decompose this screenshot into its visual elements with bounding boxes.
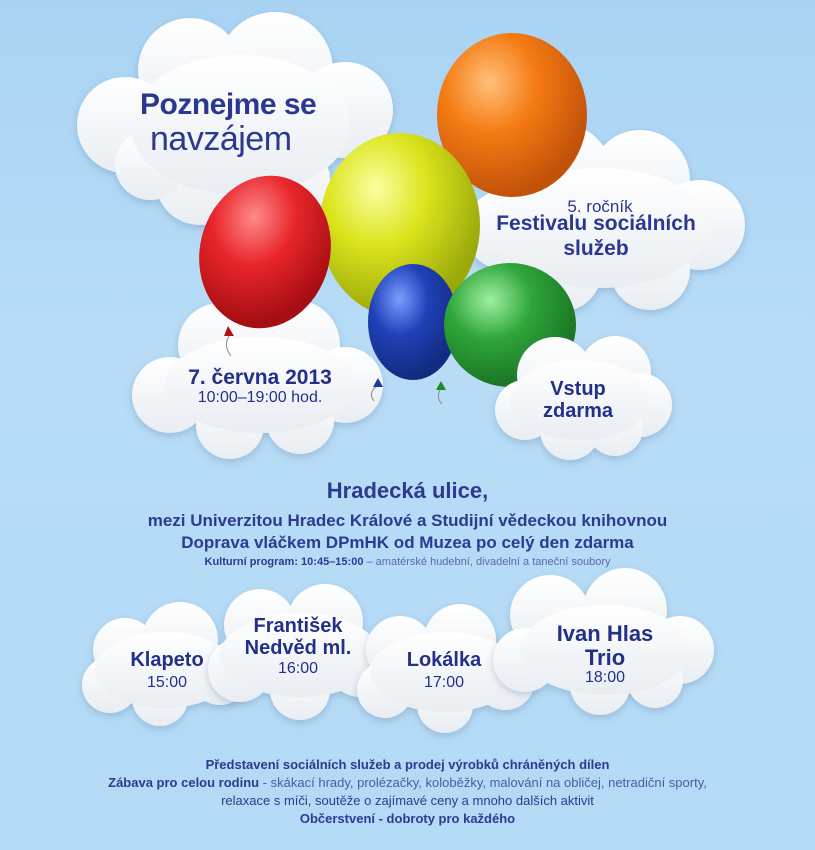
program-line bbox=[0, 556, 815, 568]
location-line: mezi Univerzitou Hradec Králové a Studijní vědeckou knihovnou bbox=[147, 511, 668, 530]
band-name-4-line1: Ivan Hlas bbox=[556, 621, 654, 646]
band-time-1: 15:00 bbox=[146, 674, 188, 691]
poster-title-line1: Poznejme se bbox=[140, 88, 317, 121]
event-time: 10:00–19:00 hod. bbox=[197, 389, 323, 406]
footer-line4: Občerstvení - dobroty pro každého bbox=[299, 811, 516, 826]
festival-name-line2: služeb bbox=[563, 237, 629, 260]
footer-line3: relaxace s míči, soutěže o zajímavé ceny a mnoho dalších aktivit bbox=[221, 793, 594, 808]
event-date: 7. června 2013 bbox=[188, 366, 332, 389]
street-heading: Hradecká ulice, bbox=[326, 478, 489, 503]
festival-edition: 5. ročník bbox=[567, 197, 633, 216]
program-desc: – amatérské hudební, divadelní a taneční soubory bbox=[363, 556, 611, 568]
footer-line2-bold: Zábava pro celou rodinu bbox=[108, 775, 260, 790]
footer-line1: Představení sociálních služeb a prodej výrobků chráněných dílen bbox=[205, 757, 610, 772]
footer-line2-rest: - skákací hrady, prolézačky, koloběžky, malování na obličej, netradiční sporty, bbox=[259, 775, 707, 790]
band-time-2: 16:00 bbox=[277, 660, 319, 677]
band-name-2-line2: Nedvěd ml. bbox=[244, 637, 352, 659]
poster-title-line2: navzájem bbox=[150, 120, 292, 158]
band-name-4-line2: Trio bbox=[584, 645, 626, 670]
entry-line2: zdarma bbox=[542, 400, 614, 422]
program-label: Kulturní program: 10:45–15:00 bbox=[204, 556, 364, 568]
band-name-1: Klapeto bbox=[130, 649, 204, 671]
footer-line2 bbox=[0, 775, 815, 790]
band-name-2-line1: František bbox=[253, 615, 343, 637]
band-name-3: Lokálka bbox=[406, 649, 482, 671]
band-time-3: 17:00 bbox=[423, 674, 465, 691]
festival-name-line1: Festivalu sociálních bbox=[496, 212, 696, 235]
band-time-4: 18:00 bbox=[584, 669, 626, 686]
transport-line: Doprava vláčkem DPmHK od Muzea po celý den zdarma bbox=[181, 533, 634, 552]
entry-line1: Vstup bbox=[550, 378, 606, 400]
